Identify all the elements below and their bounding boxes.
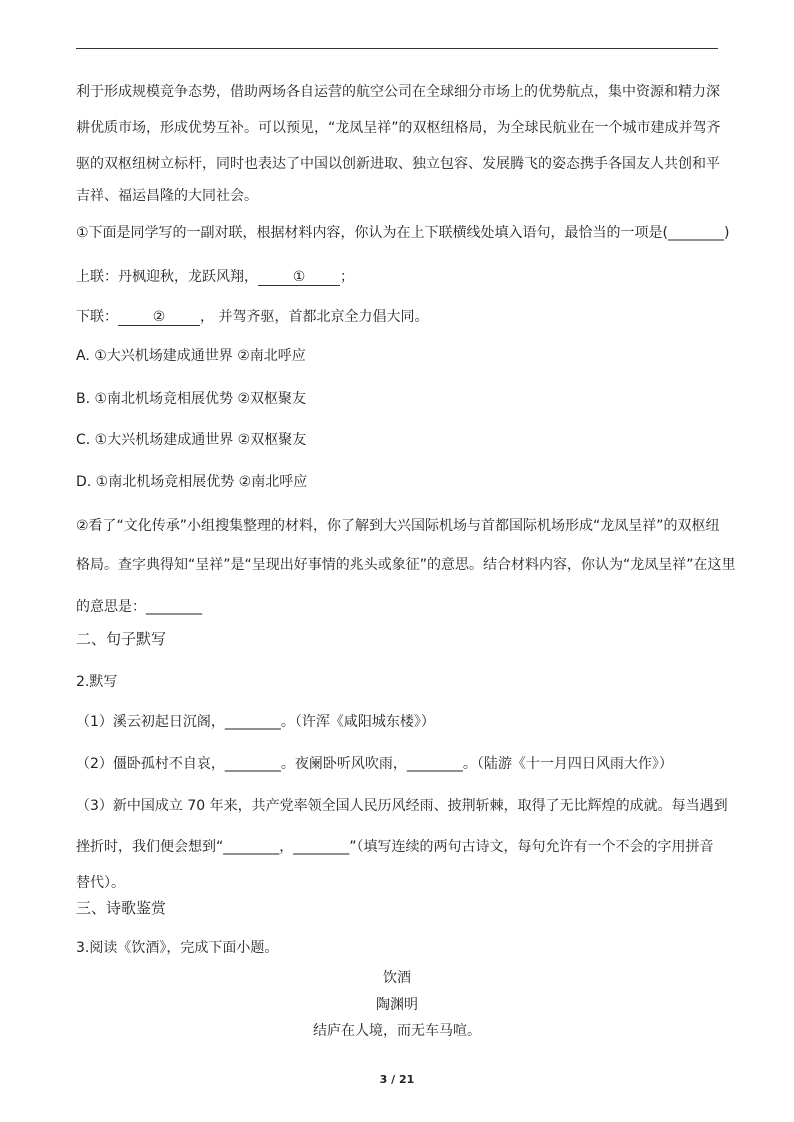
- paragraph-line-3: 驱的双枢纽树立标杆，同时也表达了中国以创新进取、独立包容、发展腾飞的姿态携手各国友人共创和平: [76, 156, 720, 172]
- option-a: A. ①大兴机场建成通世界 ②南北呼应: [76, 348, 306, 364]
- question-3: 3.阅读《饮酒》，完成下面小题。: [76, 940, 279, 956]
- poem-author: 陶渊明: [376, 997, 418, 1013]
- q2-line-1: ②看了“文化传承”小组搜集整理的材料，你了解到大兴国际机场与首都国际机场形成“龙凤呈祥”的双枢纽: [76, 518, 720, 534]
- couplet-lower-blank: ②: [118, 309, 200, 326]
- dictation-item-1: （1）溪云初起日沉阁，________。（许浑《咸阳城东楼》）: [76, 714, 435, 730]
- option-c: C. ①大兴机场建成通世界 ②双枢聚友: [76, 432, 307, 448]
- poem-line-1: 结庐在人境，而无车马喧。: [313, 1023, 481, 1039]
- paragraph-line-4: 吉祥、福运昌隆的大同社会。: [76, 188, 258, 204]
- couplet-upper-suffix: ；: [340, 269, 354, 285]
- section-heading-poetry: 三、诗歌鉴赏: [76, 899, 167, 917]
- option-b: B. ①南北机场竞相展优势 ②双枢聚友: [76, 391, 307, 407]
- dictation-item-3-line-1: （3）新中国成立 70 年来，共产党率领全国人民历风经雨、披荆斩棘，取得了无比辉煌的成就。每当遇到: [76, 798, 728, 814]
- header-rule: [76, 48, 718, 49]
- option-d: D. ①南北机场竞相展优势 ②南北呼应: [76, 474, 308, 490]
- couplet-lower: [76, 307, 428, 327]
- dictation-item-2: （2）僵卧孤村不自哀，________。夜阑卧听风吹雨，________。（陆游《十一月四日风雨大作》）: [76, 756, 673, 772]
- section-heading-sentences: 二、句子默写: [76, 630, 167, 648]
- q2-line-2: 格局。查字典得知“呈祥”是“呈现出好事情的兆头或象征”的意思。结合材料内容，你认为“龙凤呈祥”在这里: [76, 557, 736, 573]
- couplet-lower-suffix: ， 并驾齐驱，首都北京全力倡大同。: [200, 309, 429, 325]
- question-2: 2.默写: [76, 674, 118, 690]
- q1-prompt: ①下面是同学写的一副对联，根据材料内容，你认为在上下联横线处填入语句，最恰当的一项是(________): [76, 225, 730, 241]
- paragraph-line-2: 耕优质市场，形成优势互补。可以预见，“龙凤呈祥”的双枢纽格局，为全球民航业在一个城市建成并驾齐: [76, 120, 721, 136]
- couplet-upper-blank: ①: [258, 269, 340, 286]
- page-number: 3 / 21: [379, 1073, 415, 1086]
- dictation-item-3-line-3: 替代）。: [76, 875, 125, 891]
- paragraph-line-1: 利于形成规模竞争态势，借助两场各自运营的航空公司在全球细分市场上的优势航点，集中资源和精力深: [76, 84, 720, 100]
- poem-title: 饮酒: [383, 970, 411, 986]
- couplet-upper: [76, 267, 354, 287]
- dictation-item-3-line-2: 挫折时，我们便会想到“________，________”（填写连续的两句古诗文，每句允许有一个不会的字用拼音: [76, 839, 714, 855]
- couplet-lower-prefix: 下联：: [76, 309, 118, 325]
- q2-line-3: 的意思是：________: [76, 599, 202, 615]
- couplet-upper-prefix: 上联：丹枫迎秋，龙跃风翔，: [76, 269, 258, 285]
